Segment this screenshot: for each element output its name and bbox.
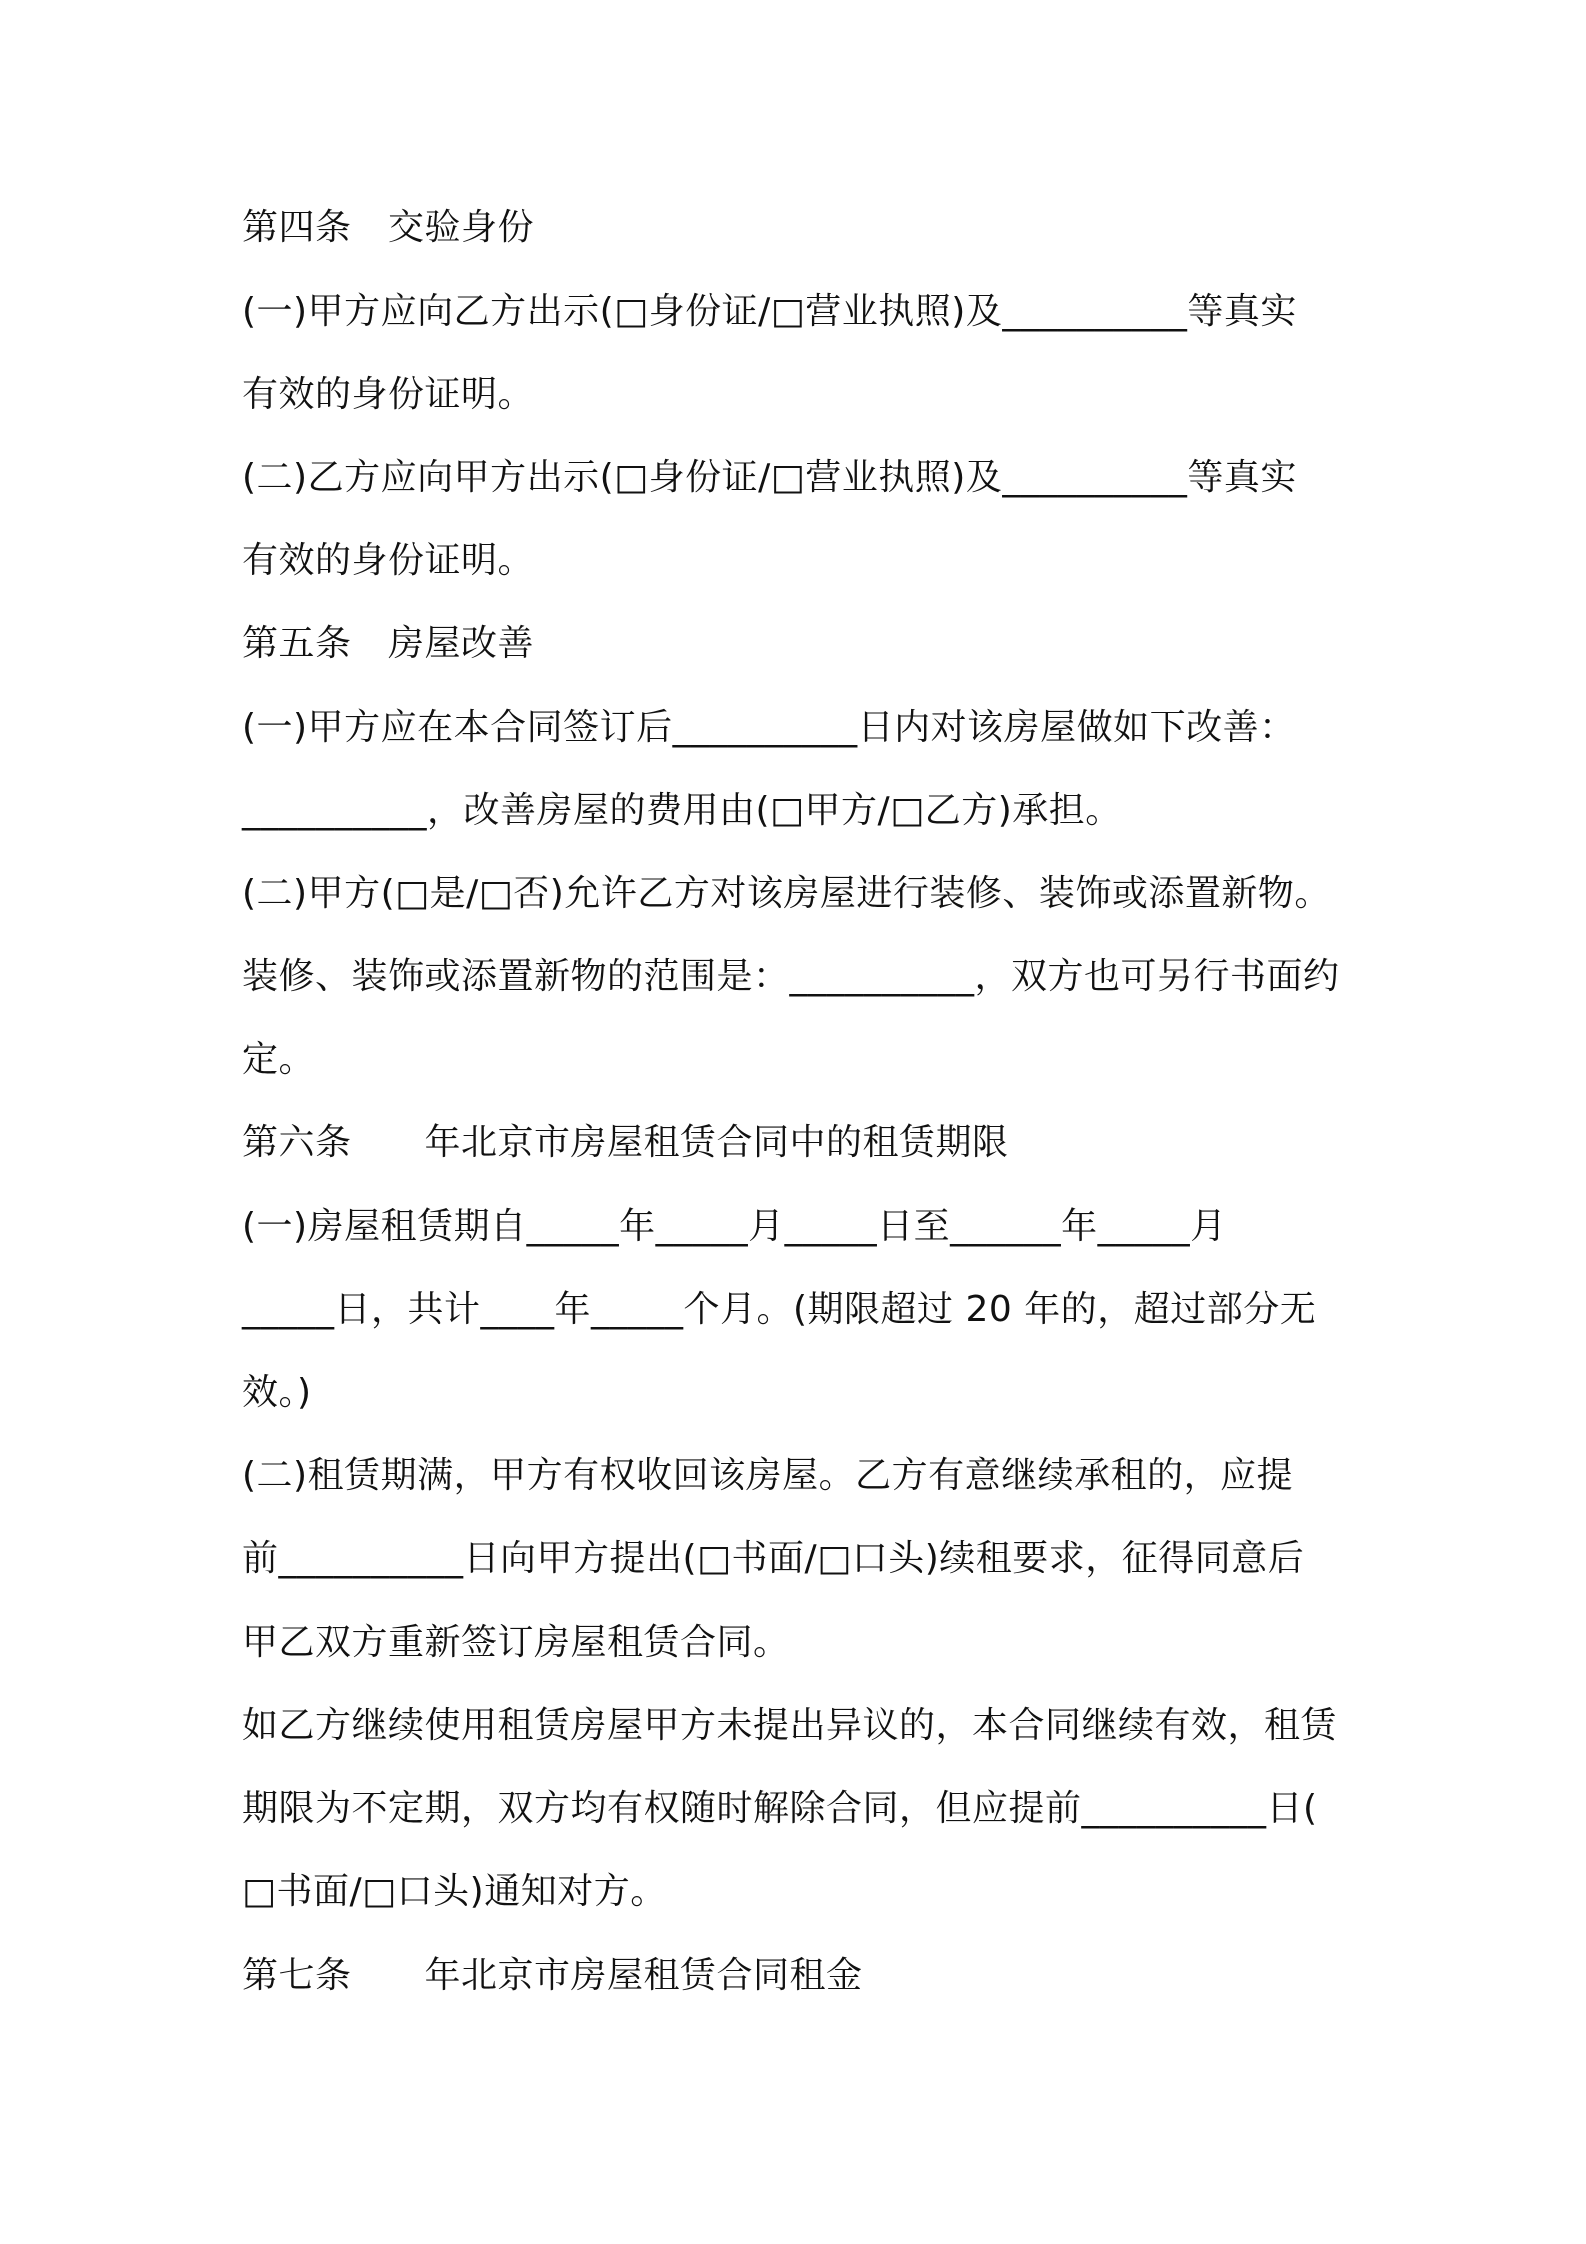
article-6-clause-2-end: 甲乙双方重新签订房屋租赁合同。 [242, 1622, 790, 1663]
article-6-paragraph-3: 如乙方继续使用租赁房屋甲方未提出异议的，本合同继续有效，租赁 [242, 1705, 1338, 1746]
article-5-clause-1-cont: __________，改善房屋的费用由(□甲方/□乙方)承担。 [242, 790, 1122, 831]
article-6-clause-1: (一)房屋租赁期自_____年_____月_____日至______年_____月 [242, 1206, 1227, 1247]
article-5-clause-2-end: 定。 [242, 1039, 316, 1080]
article-6-heading: 第六条 年北京市房屋租赁合同中的租赁期限 [242, 1122, 1009, 1163]
article-5-clause-1: (一)甲方应在本合同签订后__________日内对该房屋做如下改善： [242, 707, 1296, 748]
article-4-clause-2-cont: 有效的身份证明。 [242, 540, 535, 581]
article-6-paragraph-3-end: □书面/□口头)通知对方。 [242, 1871, 667, 1912]
article-5-clause-2-cont: 装修、装饰或添置新物的范围是：__________，双方也可另行书面约 [242, 956, 1340, 997]
article-6-clause-2: (二)租赁期满，甲方有权收回该房屋。乙方有意继续承租的，应提 [242, 1455, 1294, 1496]
article-4-clause-1-cont: 有效的身份证明。 [242, 374, 535, 415]
article-4-clause-1: (一)甲方应向乙方出示(□身份证/□营业执照)及__________等真实 [242, 291, 1297, 332]
article-5-clause-2: (二)甲方(□是/□否)允许乙方对该房屋进行装修、装饰或添置新物。 [242, 873, 1331, 914]
article-6-clause-1-end: 效。) [242, 1372, 312, 1413]
article-6-clause-2-cont: 前__________日向甲方提出(□书面/□口头)续租要求，征得同意后 [242, 1538, 1305, 1579]
article-4-clause-2: (二)乙方应向甲方出示(□身份证/□营业执照)及__________等真实 [242, 457, 1297, 498]
article-6-paragraph-3-cont: 期限为不定期，双方均有权随时解除合同，但应提前__________日( [242, 1788, 1318, 1829]
article-4-heading: 第四条 交验身份 [242, 207, 535, 248]
article-5-heading: 第五条 房屋改善 [242, 623, 535, 664]
article-6-clause-1-cont: _____日，共计____年_____个月。(期限超过 20 年的，超过部分无 [242, 1289, 1317, 1330]
article-7-heading: 第七条 年北京市房屋租赁合同租金 [242, 1955, 863, 1996]
